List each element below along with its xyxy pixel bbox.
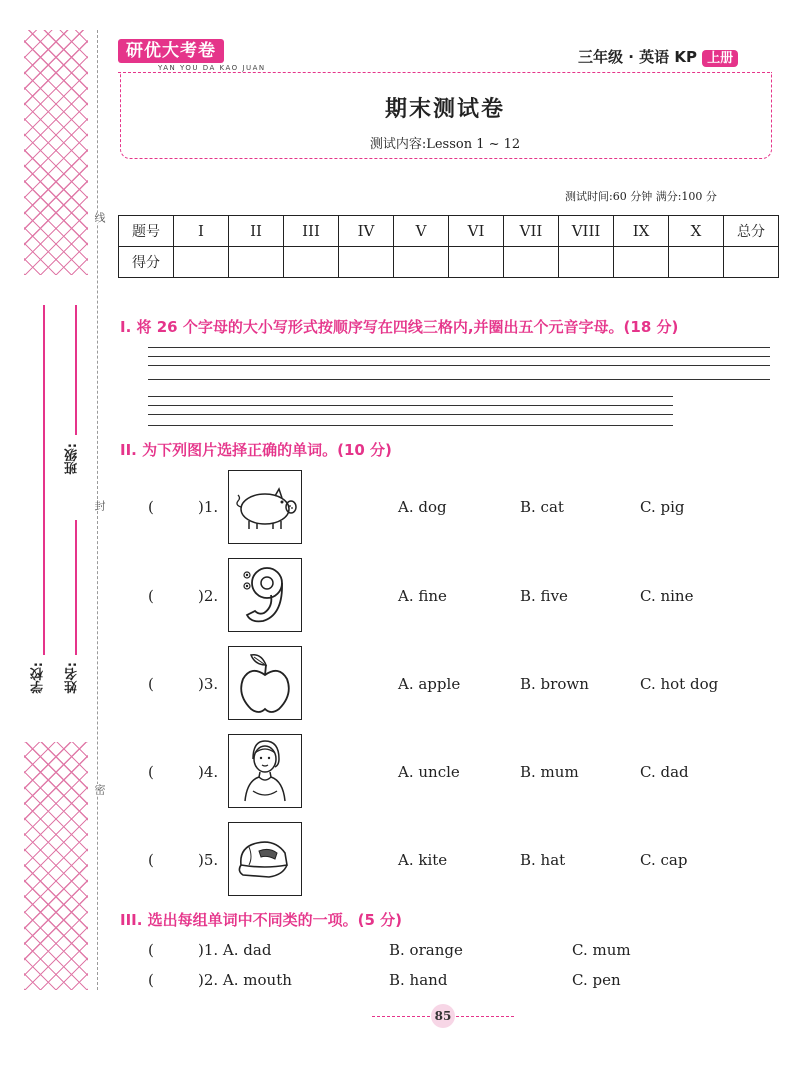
score-table-row1-label: 题号	[119, 216, 174, 247]
woman-picture	[228, 734, 302, 808]
grade-label: 三年级 · 英语 KP	[578, 48, 697, 66]
score-table-score-row	[119, 247, 779, 278]
score-cell[interactable]	[394, 247, 449, 278]
option-3b: B. brown	[520, 675, 589, 693]
margin-secret-char: 密	[93, 784, 106, 795]
question-number-4: )4.	[198, 763, 219, 781]
option-5a: A. kite	[398, 851, 448, 869]
class-label: 班级:	[65, 443, 80, 475]
option-3a: A. apple	[398, 675, 461, 693]
class-field-line[interactable]	[75, 520, 77, 655]
s3-item1-a: )1. A. dad	[198, 941, 272, 959]
answer-paren-5[interactable]: (	[148, 851, 154, 869]
option-5c: C. cap	[640, 851, 688, 869]
option-2c: C. nine	[640, 587, 694, 605]
option-5b: B. hat	[520, 851, 566, 869]
time-info: 测试时间:60 分钟 满分:100 分	[565, 190, 717, 203]
s3-item2-c: C. pen	[572, 971, 621, 989]
question-number-2: )2.	[198, 587, 219, 605]
score-col-2: II	[229, 216, 284, 247]
score-cell[interactable]	[724, 247, 779, 278]
footer-rule-left	[372, 1016, 430, 1017]
volume-badge: 上册	[702, 50, 738, 67]
section3-heading: III. 选出每组单词中不同类的一项。(5 分)	[120, 911, 403, 929]
option-2a: A. fine	[398, 587, 447, 605]
logo	[118, 36, 266, 72]
margin-hatch-top	[24, 30, 88, 275]
option-4b: B. mum	[520, 763, 579, 781]
page-title: 期末测试卷	[384, 97, 505, 122]
section1-heading: I. 将 26 个字母的大小写形式按顺序写在四线三格内,并圈出五个元音字母。(18 分)	[120, 318, 679, 336]
logo-text: 研优大考卷	[118, 39, 224, 63]
score-col-4: IV	[339, 216, 394, 247]
answer-paren-s3-2[interactable]: (	[148, 971, 154, 989]
answer-paren-s3-1[interactable]: (	[148, 941, 154, 959]
score-col-10: X	[669, 216, 724, 247]
score-cell[interactable]	[284, 247, 339, 278]
pig-icon	[229, 471, 301, 543]
score-cell[interactable]	[614, 247, 669, 278]
woman-icon	[229, 735, 301, 807]
answer-paren-4[interactable]: (	[148, 763, 154, 781]
s3-item2-b: B. hand	[389, 971, 448, 989]
grade-info	[578, 46, 738, 67]
answer-paren-3[interactable]: (	[148, 675, 154, 693]
score-col-8: VIII	[559, 216, 614, 247]
footer-rule-right	[456, 1016, 514, 1017]
pig-picture	[228, 470, 302, 544]
score-col-total: 总分	[724, 216, 779, 247]
score-col-7: VII	[504, 216, 559, 247]
score-col-3: III	[284, 216, 339, 247]
cap-icon	[229, 823, 301, 895]
score-table-header-row	[119, 216, 779, 247]
option-4c: C. dad	[640, 763, 689, 781]
name-field-line[interactable]	[75, 305, 77, 435]
logo-subtitle: YAN YOU DA KAO JUAN	[158, 64, 266, 72]
page-number: 85	[431, 1004, 455, 1028]
option-4a: A. uncle	[398, 763, 460, 781]
question-number-5: )5.	[198, 851, 219, 869]
score-cell[interactable]	[339, 247, 394, 278]
option-1c: C. pig	[640, 498, 685, 516]
score-cell[interactable]	[449, 247, 504, 278]
option-3c: C. hot dog	[640, 675, 719, 693]
score-cell[interactable]	[669, 247, 724, 278]
score-cell[interactable]	[174, 247, 229, 278]
score-col-6: VI	[449, 216, 504, 247]
option-2b: B. five	[520, 587, 568, 605]
s3-item1-b: B. orange	[389, 941, 463, 959]
score-col-5: V	[394, 216, 449, 247]
name-label: 姓名:	[65, 662, 80, 694]
score-cell[interactable]	[504, 247, 559, 278]
score-col-9: IX	[614, 216, 669, 247]
question-number-3: )3.	[198, 675, 219, 693]
nine-picture	[228, 558, 302, 632]
score-table-row2-label: 得分	[119, 247, 174, 278]
page-subtitle: 测试内容:Lesson 1 ~ 12	[369, 137, 521, 152]
option-1b: B. cat	[520, 498, 564, 516]
margin-seal-char: 封	[93, 500, 106, 511]
school-label: 学校:	[31, 662, 46, 694]
score-cell[interactable]	[229, 247, 284, 278]
answer-paren-1[interactable]: (	[148, 498, 154, 516]
score-table	[118, 215, 779, 278]
apple-picture	[228, 646, 302, 720]
margin-hatch-bottom	[24, 742, 88, 990]
section2-heading: II. 为下列图片选择正确的单词。(10 分)	[120, 441, 392, 459]
option-1a: A. dog	[398, 498, 447, 516]
s3-item1-c: C. mum	[572, 941, 631, 959]
score-cell[interactable]	[559, 247, 614, 278]
question-number-1: )1.	[198, 498, 219, 516]
margin-line-char: 线	[93, 212, 106, 223]
apple-icon	[229, 647, 301, 719]
s3-item2-a: )2. A. mouth	[198, 971, 292, 989]
cap-picture	[228, 822, 302, 896]
number-nine-icon	[229, 559, 301, 631]
answer-paren-2[interactable]: (	[148, 587, 154, 605]
school-field-line[interactable]	[43, 305, 45, 655]
score-col-1: I	[174, 216, 229, 247]
